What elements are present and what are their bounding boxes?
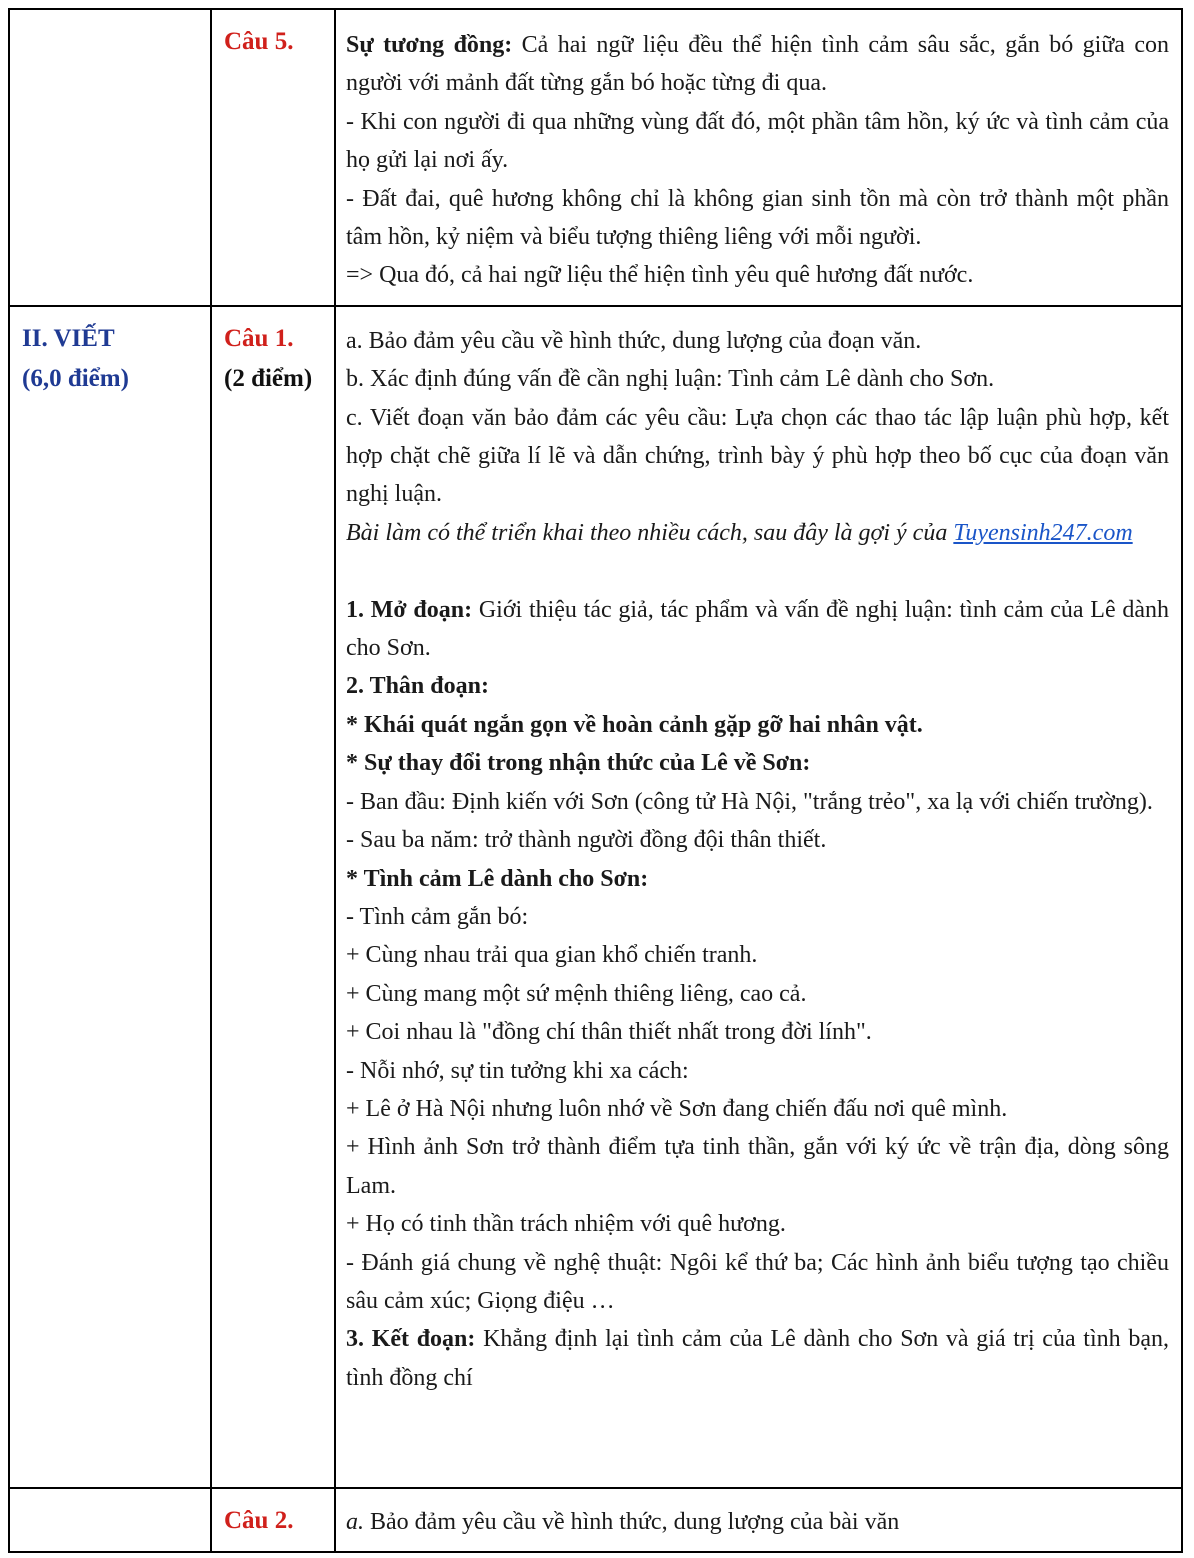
question-points: (2 điểm) xyxy=(224,364,313,392)
answer-line: + Lê ở Hà Nội nhưng luôn nhớ về Sơn đang chiến đấu nơi quê mình. xyxy=(346,1095,1008,1122)
section-cell xyxy=(9,306,211,1488)
body-heading-perception: * Sự thay đổi trong nhận thức của Lê về Sơn: xyxy=(346,750,811,777)
question-label: Câu 1. xyxy=(224,324,294,352)
question-cell xyxy=(211,1488,335,1552)
answer-line: - Khi con người đi qua những vùng đất đó, một phần tâm hồn, ký ức và tình cảm của họ gửi lại nơi ấy. xyxy=(346,108,1169,174)
answer-line: => Qua đó, cả hai ngữ liệu thể hiện tình yêu quê hương đất nước. xyxy=(346,262,974,289)
answer-line: + Cùng nhau trải qua gian khổ chiến tranh. xyxy=(346,942,758,969)
note-text: Bài làm có thể triển khai theo nhiều cách, sau đây là gợi ý của xyxy=(346,519,948,546)
answer-line: + Cùng mang một sứ mệnh thiêng liêng, cao cả. xyxy=(346,980,807,1007)
table-row xyxy=(9,306,1182,1488)
section-points: (6,0 điểm) xyxy=(22,364,129,392)
table-row xyxy=(9,1488,1182,1552)
body-heading-feelings: * Tình cảm Lê dành cho Sơn: xyxy=(346,865,649,892)
conclusion-text: Khẳng định lại tình cảm của Lê dành cho Sơn và giá trị của tình bạn, tình đồng chí xyxy=(346,1326,1169,1391)
section-cell xyxy=(9,1488,211,1552)
body-label: 2. Thân đoạn: xyxy=(346,673,489,700)
similarity-heading: Sự tương đồng: xyxy=(346,32,513,58)
conclusion-label: 3. Kết đoạn: xyxy=(346,1326,476,1353)
answer-cell xyxy=(335,1488,1182,1552)
body-heading-context: * Khái quát ngắn gọn về hoàn cảnh gặp gỡ hai nhân vật. xyxy=(346,711,923,738)
intro-paragraph xyxy=(346,591,1169,668)
requirement-a-paragraph xyxy=(346,1503,1169,1541)
answer-line: + Hình ảnh Sơn trở thành điểm tựa tinh thần, gắn với ký ức về trận địa, dòng sông Lam. xyxy=(346,1134,1169,1199)
requirement-a: a. Bảo đảm yêu cầu về hình thức, dung lượng của đoạn văn. xyxy=(346,327,922,354)
question-label: Câu 2. xyxy=(224,1506,294,1534)
similarity-paragraph xyxy=(346,26,1169,103)
question-cell xyxy=(211,9,335,306)
answer-line: - Nỗi nhớ, sự tin tưởng khi xa cách: xyxy=(346,1057,689,1084)
requirement-a-text: Bảo đảm yêu cầu về hình thức, dung lượng của bài văn xyxy=(364,1508,900,1535)
answer-line: - Ban đầu: Định kiến với Sơn (công tử Hà Nội, "trắng trẻo", xa lạ với chiến trường). xyxy=(346,788,1153,815)
answer-line: - Sau ba năm: trở thành người đồng đội thân thiết. xyxy=(346,827,827,854)
answer-key-table xyxy=(8,8,1183,1553)
similarity-text: Cả hai ngữ liệu đều thể hiện tình cảm sâu sắc, gắn bó giữa con người với mảnh đất từng gắn bó hoặc từng đi qua. xyxy=(346,32,1170,97)
intro-label: 1. Mở đoạn: xyxy=(346,596,473,623)
spacer xyxy=(346,552,1169,590)
answer-line: - Đất đai, quê hương không chỉ là không gian sinh tồn mà còn trở thành một phần tâm hồn, kỷ niệm và biểu tượng thiêng liêng với mỗi người. xyxy=(346,185,1169,251)
answer-line: - Đánh giá chung về nghệ thuật: Ngôi kể thứ ba; Các hình ảnh biểu tượng tạo chiều sâu cảm xúc; Giọng điệu … xyxy=(346,1249,1169,1314)
answer-key-page xyxy=(8,8,1181,1553)
answer-line: + Coi nhau là "đồng chí thân thiết nhất trong đời lính". xyxy=(346,1019,872,1046)
section-cell xyxy=(9,9,211,306)
source-link[interactable]: Tuyensinh247.com xyxy=(953,519,1133,546)
answer-line: + Họ có tinh thần trách nhiệm với quê hương. xyxy=(346,1211,786,1238)
answer-cell xyxy=(335,9,1182,306)
conclusion-paragraph xyxy=(346,1320,1169,1397)
requirement-a-label: a. xyxy=(346,1508,364,1535)
requirement-c: c. Viết đoạn văn bảo đảm các yêu cầu: Lựa chọn các thao tác lập luận phù hợp, kết hợp chặt chẽ giữa lí lẽ và dẫn chứng, trình bày ý phù hợp theo bố cục của đoạn văn nghị luận. xyxy=(346,404,1169,508)
table-row xyxy=(9,9,1182,306)
note-paragraph xyxy=(346,514,1169,552)
question-label: Câu 5. xyxy=(224,28,294,55)
intro-text: Giới thiệu tác giả, tác phẩm và vấn đề nghị luận: tình cảm của Lê dành cho Sơn. xyxy=(346,596,1169,662)
answer-cell xyxy=(335,306,1182,1488)
requirement-b: b. Xác định đúng vấn đề cần nghị luận: Tình cảm Lê dành cho Sơn. xyxy=(346,366,995,393)
answer-line: - Tình cảm gắn bó: xyxy=(346,903,529,930)
question-cell xyxy=(211,306,335,1488)
section-title: II. VIẾT xyxy=(22,324,115,352)
